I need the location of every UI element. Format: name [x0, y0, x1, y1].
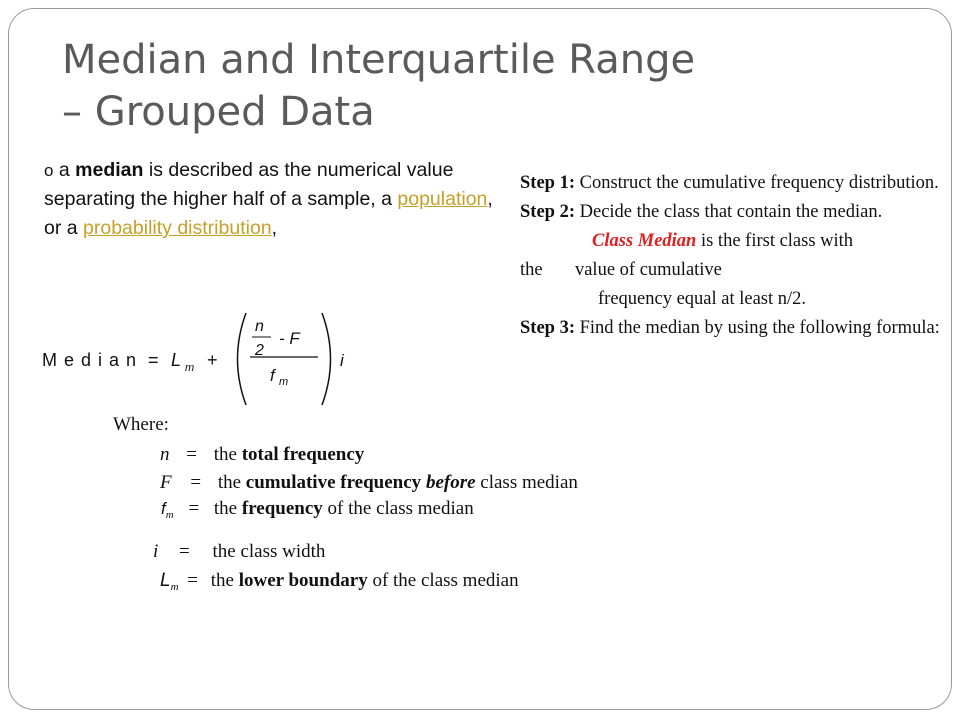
steps-block — [520, 169, 950, 343]
class-median-text-1: is the first class with — [696, 231, 854, 251]
population-link[interactable]: population — [397, 188, 488, 210]
definition-text-a: a — [58, 159, 76, 181]
where-i-symbol: i — [153, 541, 159, 562]
step-1 — [520, 169, 950, 198]
formula-minus-F: - F — [279, 329, 300, 348]
class-median-line — [520, 227, 950, 256]
title-line-2: – Grouped Data — [62, 89, 375, 135]
where-L-text-b: lower boundary — [238, 570, 368, 591]
step-3-label: Step 3: — [520, 318, 575, 338]
where-n-eq: = — [186, 444, 197, 465]
class-median-line-3: frequency equal at least n/2. — [598, 289, 807, 309]
where-L-symbol: L — [160, 570, 171, 591]
where-i-text: the class width — [212, 541, 326, 562]
step-3-text: Find the median by using the following formula: — [575, 318, 940, 338]
where-L — [160, 570, 519, 593]
step-3 — [520, 314, 950, 343]
formula-n: n — [255, 318, 264, 335]
definition-text-b: is described as the numerical value separating the higher half of a sample, a — [44, 159, 454, 210]
where-F-text-c: before — [425, 472, 476, 493]
where-F-symbol: F — [160, 472, 172, 493]
where-F — [160, 472, 578, 494]
formula-f-sub: m — [279, 376, 289, 388]
step-2-text: Decide the class that contain the median. — [575, 202, 883, 222]
where-heading: Where: — [113, 414, 169, 435]
where-f-symbol: f — [161, 499, 166, 518]
title-line-1: Median and Interquartile Range — [62, 37, 696, 83]
where-L-text-c: of the class median — [367, 570, 519, 591]
probability-distribution-link[interactable]: probability distribution — [83, 217, 272, 239]
where-L-sub: m — [170, 581, 179, 593]
median-definition — [44, 156, 494, 243]
where-F-eq: = — [190, 472, 202, 493]
where-f-text-b: frequency — [241, 498, 323, 519]
where-f-text-a: the — [213, 498, 242, 519]
formula-plus: + — [207, 350, 218, 370]
where-F-text-a: the — [217, 472, 246, 493]
class-median-line-2: the value of cumulative — [520, 260, 722, 280]
formula-two: 2 — [255, 342, 264, 359]
where-F-text-b: cumulative frequency — [245, 472, 426, 493]
where-n-text-a: the — [213, 444, 242, 465]
formula-equals: = — [148, 350, 159, 370]
definition-term: median — [75, 159, 144, 181]
step-1-label: Step 1: — [520, 173, 575, 193]
where-f-eq: = — [188, 498, 200, 519]
step-2-label: Step 2: — [520, 202, 575, 222]
class-median-term: Class Median — [592, 231, 697, 251]
formula-i: i — [340, 351, 344, 370]
formula-L-sub: m — [185, 362, 195, 374]
where-L-eq: = — [187, 570, 198, 591]
bullet-marker: o — [44, 161, 54, 180]
step-1-text: Construct the cumulative frequency distribution. — [575, 173, 939, 193]
where-f-sub: m — [165, 509, 174, 521]
where-i-eq: = — [179, 541, 190, 562]
where-i — [153, 541, 325, 563]
slide-title — [62, 34, 695, 138]
formula-L: L — [171, 350, 182, 370]
step-2 — [520, 198, 950, 227]
where-n — [160, 444, 364, 466]
where-L-text-a: the — [210, 570, 239, 591]
formula-f: f — [270, 366, 275, 385]
where-F-text-d: class median — [475, 472, 578, 493]
where-n-text-b: total frequency — [241, 444, 365, 465]
where-f-text-c: of the class median — [322, 498, 474, 519]
formula-lhs: M e d i a n — [42, 350, 138, 370]
definition-text-c: , or a — [44, 188, 493, 239]
where-f — [161, 498, 474, 521]
where-n-symbol: n — [160, 444, 170, 465]
definition-text-d: , — [271, 217, 278, 239]
